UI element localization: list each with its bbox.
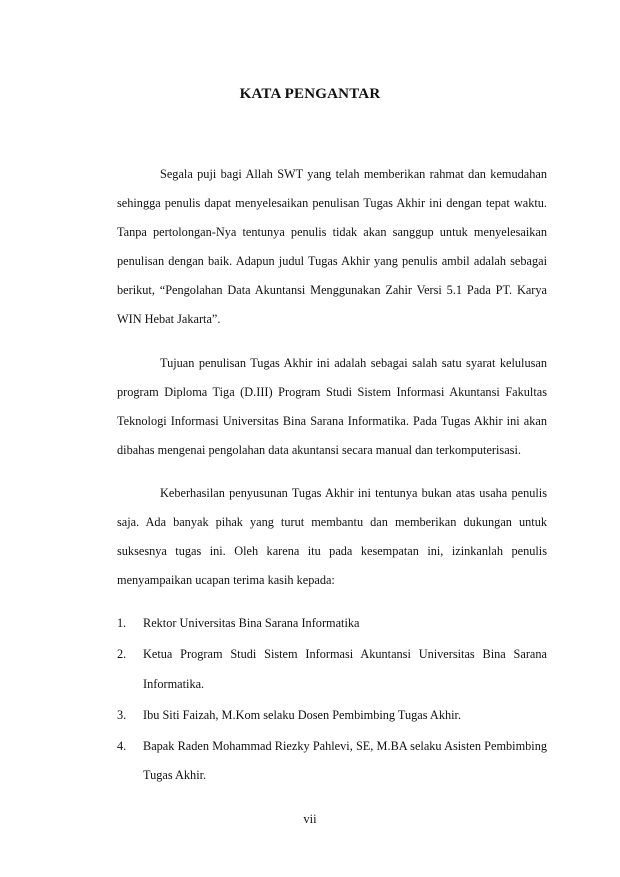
list-item-number: 2. bbox=[117, 647, 127, 662]
paragraph-3: Keberhasilan penyusunan Tugas Akhir ini tentunya bukan atas usaha penulis saja. Ada banyak pihak yang turut membantu dan memberikan dukungan untuk suksesnya tugas ini. Oleh karena itu pada kesempatan ini, izinkanlah penulis menyampaikan ucapan terima kasih kepada: bbox=[117, 485, 547, 588]
list-item bbox=[117, 732, 547, 790]
page-title: KATA PENGANTAR bbox=[239, 86, 381, 102]
list-item-text: Bapak Raden Mohammad Riezky Pahlevi, SE, M.BA selaku Asisten Pembimbing Tugas Akhir. bbox=[143, 738, 547, 782]
list-item-text: Ketua Program Studi Sistem Informasi Akuntansi Universitas Bina Sarana Informatika. bbox=[143, 647, 547, 691]
acknowledgement-list bbox=[117, 609, 547, 790]
list-item-number: 4. bbox=[117, 738, 127, 753]
document-body bbox=[117, 160, 547, 792]
list-item bbox=[117, 701, 547, 730]
list-item bbox=[117, 640, 547, 698]
list-item-text: Ibu Siti Faizah, M.Kom selaku Dosen Pembimbing Tugas Akhir. bbox=[143, 707, 462, 722]
page-number: vii bbox=[303, 812, 317, 826]
list-item-number: 3. bbox=[117, 707, 127, 722]
paragraph-2: Tujuan penulisan Tugas Akhir ini adalah sebagai salah satu syarat kelulusan program Diploma Tiga (D.III) Program Studi Sistem Informasi Akuntansi Fakultas Teknologi Informasi Universitas Bina Sarana Informatika. Pada Tugas Akhir ini akan dibahas mengenai pengolahan data akuntansi secara manual dan terkomputerisasi. bbox=[117, 355, 547, 457]
list-item-text: Rektor Universitas Bina Sarana Informatika bbox=[143, 616, 360, 631]
paragraph-1: Segala puji bagi Allah SWT yang telah memberikan rahmat dan kemudahan sehingga penulis dapat menyelesaikan penulisan Tugas Akhir ini dengan tepat waktu. Tanpa pertolongan-Nya tentunya penulis tidak akan sanggup untuk menyelesaikan penulisan dengan baik. Adapun judul Tugas Akhir yang penulis ambil adalah sebagai berikut, “Pengolahan Data Akuntansi Menggunakan Zahir Versi 5.1 Pada PT. Karya WIN Hebat Jakarta”. bbox=[117, 167, 547, 327]
list-item-number: 1. bbox=[117, 616, 127, 631]
list-item bbox=[117, 609, 547, 638]
